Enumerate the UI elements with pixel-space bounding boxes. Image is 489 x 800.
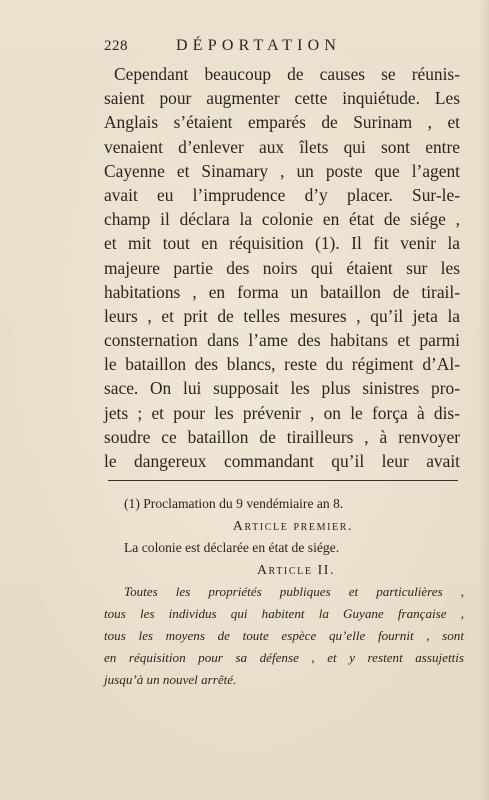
article-text-line: tous les moyens de toute espèce qu’elle fournit , sont [104, 628, 464, 643]
article-heading: Article premier. [232, 518, 354, 533]
text-line: soudre ce bataillon de tirailleurs , à renvoyer [104, 426, 460, 447]
text-line: sace. On lui supposait les plus sinistres pro- [104, 378, 460, 399]
article-text-line: jusqu’à un nouvel arrêté. [104, 672, 237, 687]
text-line: le dangereux commandant qu’il leur avait [104, 451, 460, 471]
text-line: Anglais s’étaient emparés de Surinam , et [104, 112, 460, 133]
page-number: 228 [104, 38, 128, 54]
text-line: consternation dans l’ame des habitans et parmi [104, 330, 460, 351]
text-line: le bataillon des blancs, reste du régiment d’Al- [104, 354, 460, 375]
text-line: saient pour augmenter cette inquiétude. Les [104, 88, 460, 109]
footnote [104, 493, 464, 691]
page-gutter-shadow [479, 0, 489, 800]
text-line: champ il déclara la colonie en état de siége , [104, 209, 460, 230]
text-line: majeure partie des noirs qui étaient sur les [104, 257, 460, 278]
main-text [104, 62, 460, 473]
text-line: Cependant beaucoup de causes se réunis- [114, 64, 460, 84]
text-line: jets ; et pour les prévenir , on le força à dis- [104, 402, 460, 423]
text-line: et mit tout en réquisition (1). Il fit venir la [104, 233, 460, 254]
text-line: habitations , en forma un bataillon de tirail- [104, 281, 460, 302]
running-head: DÉPORTATION [176, 37, 342, 54]
text-line: leurs , et prit de telles mesures , qu’il jeta la [104, 305, 460, 326]
text-line: Cayenne et Sinamary , un poste que l’agent [104, 160, 460, 181]
article-text-line: en réquisition pour sa défense , et y restent assujettis [104, 650, 464, 665]
footnote-divider [108, 480, 458, 481]
article-text: La colonie est déclarée en état de siége. [124, 540, 340, 555]
text-line: avait eu l’imprudence d’y placer. Sur-le- [104, 184, 460, 205]
article-text-line: tous les individus qui habitent la Guyane française , [104, 606, 464, 621]
text-line: venaient d’enlever aux îlets qui sont entre [104, 136, 460, 157]
footnote-title: (1) Proclamation du 9 vendémiaire an 8. [124, 496, 344, 511]
article-heading: Article II. [256, 562, 336, 577]
article-text-line: Toutes les propriétés publiques et particulières , [124, 584, 464, 599]
page-header [104, 38, 394, 58]
